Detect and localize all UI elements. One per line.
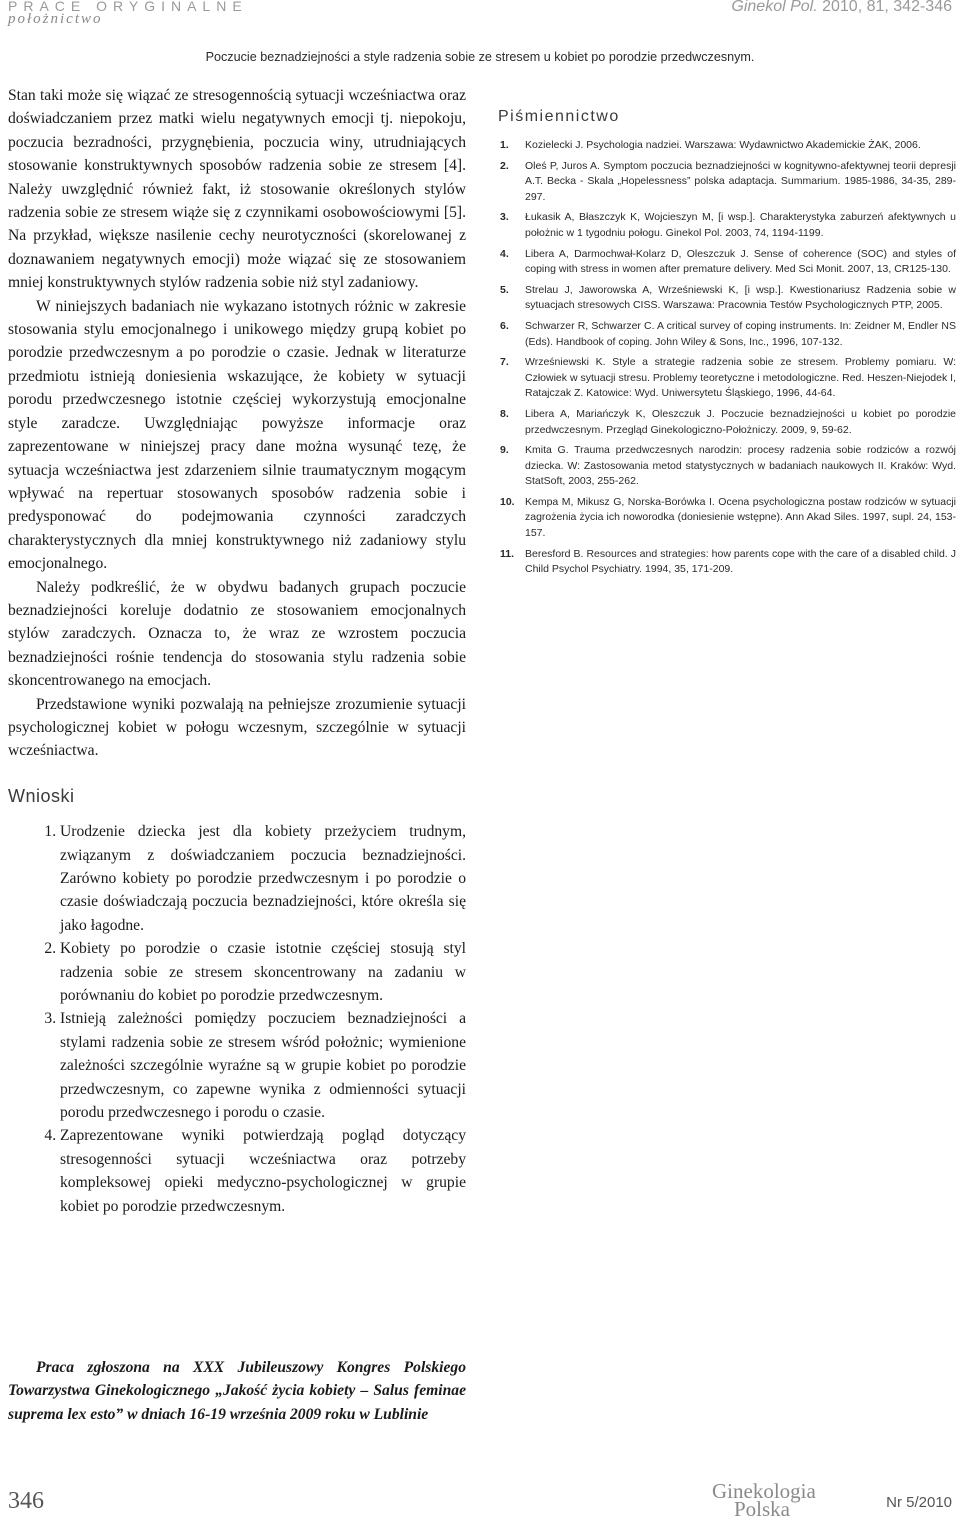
journal-name: Ginekol Pol. (731, 0, 818, 15)
journal-cite: 2010, 81, 342-346 (822, 0, 952, 15)
conclusions-heading: Wnioski (8, 785, 75, 806)
logo-line-2: Polska (734, 1497, 791, 1521)
running-title: Poczucie beznadziejności a style radzenia sobie ze stresem u kobiet po porodzie przedwczesnym. (205, 50, 755, 64)
reference-item: 10. Kempa M, Mikusz G, Norska-Borówka I. Ocena psychologiczna postaw rodziców w sytuacji zagrożenia życia ich noworodka (doniesienie wstępne). Ann Akad Siles. 1997, supl. 24, 153-157. (500, 495, 956, 540)
page-number: 346 (8, 1488, 44, 1514)
reference-item: 11. Beresford B. Resources and strategies: how parents cope with the care of a disabled child. J Child Psychol Psychiatry. 1994, 35, 171-209. (500, 547, 956, 576)
footnote-text: Praca zgłoszona na XXX Jubileuszowy Kongres Polskiego Towarzystwa Ginekologicznego „Jakość życia kobiety – Salus feminae suprema lex esto” w dniach 16-19 września 2009 roku w Lublinie (8, 1359, 466, 1423)
reference-item: 1. Kozielecki J. Psychologia nadziei. Warszawa: Wydawnictwo Akademickie ŻAK, 2006. (500, 139, 921, 151)
reference-item: 3. Łukasik A, Błaszczyk K, Wojcieszyn M, [i wsp.]. Charakterystyka zaburzeń afektywnych u położnic w 1 tygodniu połogu. Ginekol Pol. 2003, 74, 1194-1199. (500, 211, 956, 239)
reference-item: 8. Libera A, Mariańczyk K, Oleszczuk J. Poczucie beznadziejności u kobiet po porodzie przedwczesnym. Przegląd Ginekologiczno-Położniczy. 2009, 9, 59-62. (500, 407, 956, 436)
subsection-label: położnictwo (8, 11, 103, 27)
logo-line-1: Ginekologia (712, 1479, 816, 1503)
reference-item: 7. Wrześniewski K. Style a strategie radzenia sobie ze stresem. Problemy pomiaru. W: Człowiek w sytuacji stresu. Problemy teoretyczne i metodologiczne. Red. Heszen-Niejodek I, Ratajczak Z. Katowice: Wyd. Uniwersytetu Śląskiego, 1996, 44-64. (500, 356, 956, 400)
journal-citation (731, 0, 952, 16)
issue-number: Nr 5/2010 (886, 1494, 952, 1511)
conclusion-item: 2. Kobiety po porodzie o czasie istotnie częściej stosują styl radzenia sobie ze stresem skoncentrowany na zadaniu w porównaniu do kobiet po porodzie przedwczesnym. (60, 937, 466, 1007)
body-paragraph: W niniejszych badaniach nie wykazano istotnych różnic w zakresie stosowania stylu emocjonalnego i unikowego między grupą kobiet po porodzie przedwczesnym a po porodzie o czasie. Jednak w literaturze przedmiotu istnieją doniesienia wskazujące, że kobiety w sytuacji porodu przedwczesnego istotnie częściej wykorzystują emocjonalne style zaradcze. Uwzględniając powyższe informacje oraz zaprezentowane w niniejszej pracy dane można wysunąć tezę, że sytuacja wcześniactwa jest zdarzeniem silnie traumatycznym mogącym wpływać na repertuar stosowanych sposobów radzenia sobie i predysponować do podejmowania czynności zaradczych charakterystycznych dla mniej konstruktywnego niż zadaniowy stylu emocjonalnego. (8, 297, 466, 573)
body-paragraph: Należy podkreślić, że w obydwu badanych grupach poczucie beznadziejności koreluje dodatnio ze stosowaniem emocjonalnych stylów zaradczych. Oznacza to, że wraz ze wzrostem poczucia beznadziejności rośnie tendencja do stosowania stylu radzenia sobie skoncentrowanego na emocjach. (8, 578, 466, 690)
main-column (8, 84, 466, 1218)
reference-item: 6. Schwarzer R, Schwarzer C. A critical survey of coping instruments. In: Zeidner M, Endler NS (Eds). Handbook of coping. John Wiley & Sons, Inc., 1996, 107-132. (500, 319, 956, 348)
reference-item: 2. Oleś P, Juros A. Symptom poczucia beznadziejności w kognitywno-afektywnej teorii depresji A.T. Becka - Skala „Hopelessness” polska adaptacja. Summarium. 1985-1986, 34-35, 289-297. (500, 159, 956, 203)
body-paragraph: Stan taki może się wiązać ze stresogennością sytuacji wcześniactwa oraz doświadczaniem przez matki wielu negatywnych emocji tj. niepokoju, poczucia bezradności, przygnębienia, poczucia winy, utrudniających stosowanie konstruktywnych sposobów radzenia sobie ze stresem [4]. Należy uwzględnić również fakt, iż stosowanie określonych stylów radzenia sobie ze stresem wiąże się z czynnikami osobowościowymi [5]. Na przykład, większe nasilenie cechy neurotyczności (skorelowanej z doznawaniem negatywnych emocji) może wiązać się ze stosowaniem mniej konstruktywnych stylów radzenia sobie niż styl zadaniowy. (8, 87, 466, 292)
conclusions-list (8, 820, 466, 1218)
footnote (8, 1356, 466, 1426)
conclusion-item: 4. Zaprezentowane wyniki potwierdzają pogląd dotyczący stresogenności sytuacji wcześniactwa oraz potrzeby kompleksowej opieki medyczno-psychologicznej w grupie kobiet po porodzie przedwczesnym. (60, 1124, 466, 1218)
conclusion-item: 3. Istnieją zależności pomiędzy poczuciem beznadziejności a stylami radzenia sobie ze stresem wśród położnic; wymienione zależności szczególnie wyraźne są w grupie kobiet po porodzie przedwczesnym, co zapewne wynika z odmienności sytuacji porodu przedwczesnego i porodu o czasie. (60, 1007, 466, 1124)
reference-item: 4. Libera A, Darmochwał-Kolarz D, Oleszczuk J. Sense of coherence (SOC) and styles of coping with stress in women after premature delivery. Med Sci Monit. 2007, 13, CR125-130. (500, 247, 956, 276)
references-heading: Piśmiennictwo (498, 108, 620, 125)
references-column (498, 108, 956, 583)
reference-item: 9. Kmita G. Trauma przedwczesnych narodzin: procesy radzenia sobie rodziców a rozwój dziecka. W: Zastosowania metod statystycznych w badaniach naukowych II. Kraków: Wyd. StatSoft, 2003, 255-262. (500, 444, 956, 488)
conclusion-item: 1. Urodzenie dziecka jest dla kobiety przeżyciem trudnym, związanym z doświadczaniem poczucia beznadziejności. Zarówno kobiety po porodzie przedwczesnym i po porodzie o czasie doświadczają poczucia beznadziejności, które określa się jako łagodne. (60, 820, 466, 937)
body-paragraph: Przedstawione wyniki pozwalają na pełniejsze zrozumienie sytuacji psychologicznej kobiet w połogu wczesnym, szczególnie w sytuacji wcześniactwa. (8, 695, 466, 760)
journal-logo (712, 1479, 816, 1521)
reference-item: 5. Strelau J, Jaworowska A, Wrześniewski K, [i wsp.]. Kwestionariusz Radzenia sobie w sytuacjach stresowych CISS. Warszawa: Pracownia Testów Psychologicznych PTP, 2005. (500, 283, 956, 312)
references-list (498, 138, 956, 578)
section-label: PRACE ORYGINALNE (8, 0, 248, 14)
